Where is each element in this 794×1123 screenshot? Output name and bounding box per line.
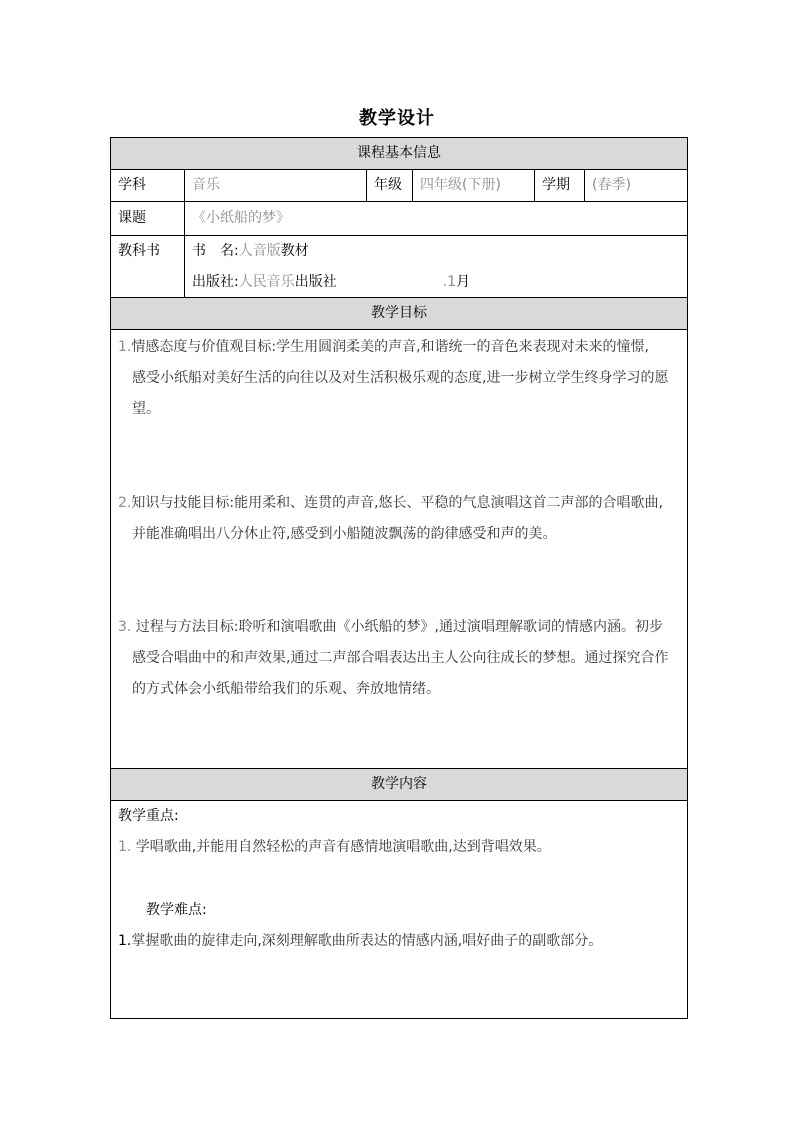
- objectives-body: [111, 330, 687, 769]
- content-header: 教学内容: [111, 769, 687, 801]
- subject-label: 学科: [111, 170, 185, 201]
- basic-info-header: 课程基本信息: [111, 138, 687, 170]
- textbook-row: [111, 236, 687, 298]
- page-title: 教学设计: [359, 108, 435, 129]
- topic-row: [111, 202, 687, 236]
- objective-1-line-3: 望。: [132, 401, 160, 417]
- content-body: [111, 801, 687, 1018]
- subject-value: 音乐: [185, 170, 367, 201]
- key-point-text: 学唱歌曲,并能用自然轻松的声音有感情地演唱歌曲,达到背唱效果。: [131, 839, 551, 855]
- objective-3-line-2: 感受合唱曲中的和声效果,通过二声部合唱表达出主人公向往成长的梦想。通过探究合作: [132, 650, 669, 666]
- objective-2-line-2: 并能准确唱出八分休止符,感受到小船随波飘荡的韵律感受和声的美。: [132, 526, 557, 542]
- publisher-label: 出版社:: [192, 274, 239, 290]
- term-value: (春季): [592, 177, 631, 193]
- publish-month: 月: [456, 274, 471, 290]
- objective-1-line-2: 感受小纸船对美好生活的向往以及对生活积极乐观的态度,进一步树立学生终身学习的愿: [132, 370, 669, 386]
- topic-value: 《小纸船的梦》: [192, 210, 290, 226]
- objective-3-number: 3.: [118, 619, 132, 635]
- grade-value: 四年级(下册): [413, 170, 535, 201]
- textbook-label: 教科书: [111, 236, 185, 297]
- key-points-label: 教学重点:: [118, 808, 179, 824]
- difficulty-text: 掌握歌曲的旋律走向,深刻理解歌曲所表达的情感内涵,唱好曲子的副歌部分。: [131, 933, 603, 949]
- publish-date: .1: [442, 274, 457, 290]
- objective-3-line-1: 过程与方法目标:聆听和演唱歌曲《小纸船的梦》,通过演唱理解歌词的情感内涵。初步: [131, 619, 663, 635]
- book-name-suffix: 教材: [280, 243, 309, 259]
- objective-item-1: [118, 332, 679, 425]
- objective-3-line-3: 的方式体会小纸船带给我们的乐观、奔放地情绪。: [132, 681, 440, 697]
- publisher-line: [192, 267, 687, 298]
- book-name-line: [192, 236, 687, 267]
- book-name-value: 人音版: [238, 243, 281, 259]
- lesson-table: [110, 137, 688, 1019]
- key-point-number: 1.: [118, 839, 132, 855]
- grade-label: 年级: [367, 170, 413, 201]
- objectives-header: 教学目标: [111, 298, 687, 330]
- objective-item-2: [118, 488, 679, 550]
- textbook-details: [185, 236, 687, 297]
- objective-2-number: 2.: [118, 495, 132, 511]
- difficulty-number: 1.: [118, 933, 132, 949]
- book-name-label: 书 名:: [192, 243, 239, 259]
- difficulty-item: [118, 926, 679, 957]
- publisher-value: 人民音乐: [238, 274, 295, 290]
- objective-1-number: 1.: [118, 339, 132, 355]
- topic-label: 课题: [111, 202, 185, 235]
- objective-2-line-1: 知识与技能目标:能用柔和、连贯的声音,悠长、平稳的气息演唱这首二声部的合唱歌曲,: [131, 495, 663, 511]
- difficulty-label: 教学难点:: [146, 902, 207, 918]
- term-label: 学期: [535, 170, 585, 201]
- objective-item-3: [118, 612, 679, 705]
- key-point-item: [118, 832, 679, 863]
- publisher-suffix: 出版社: [294, 274, 337, 290]
- subject-row: [111, 170, 687, 202]
- objective-1-line-1: 情感态度与价值观目标:学生用圆润柔美的声音,和谐统一的音色来表现对未来的憧憬,: [131, 339, 649, 355]
